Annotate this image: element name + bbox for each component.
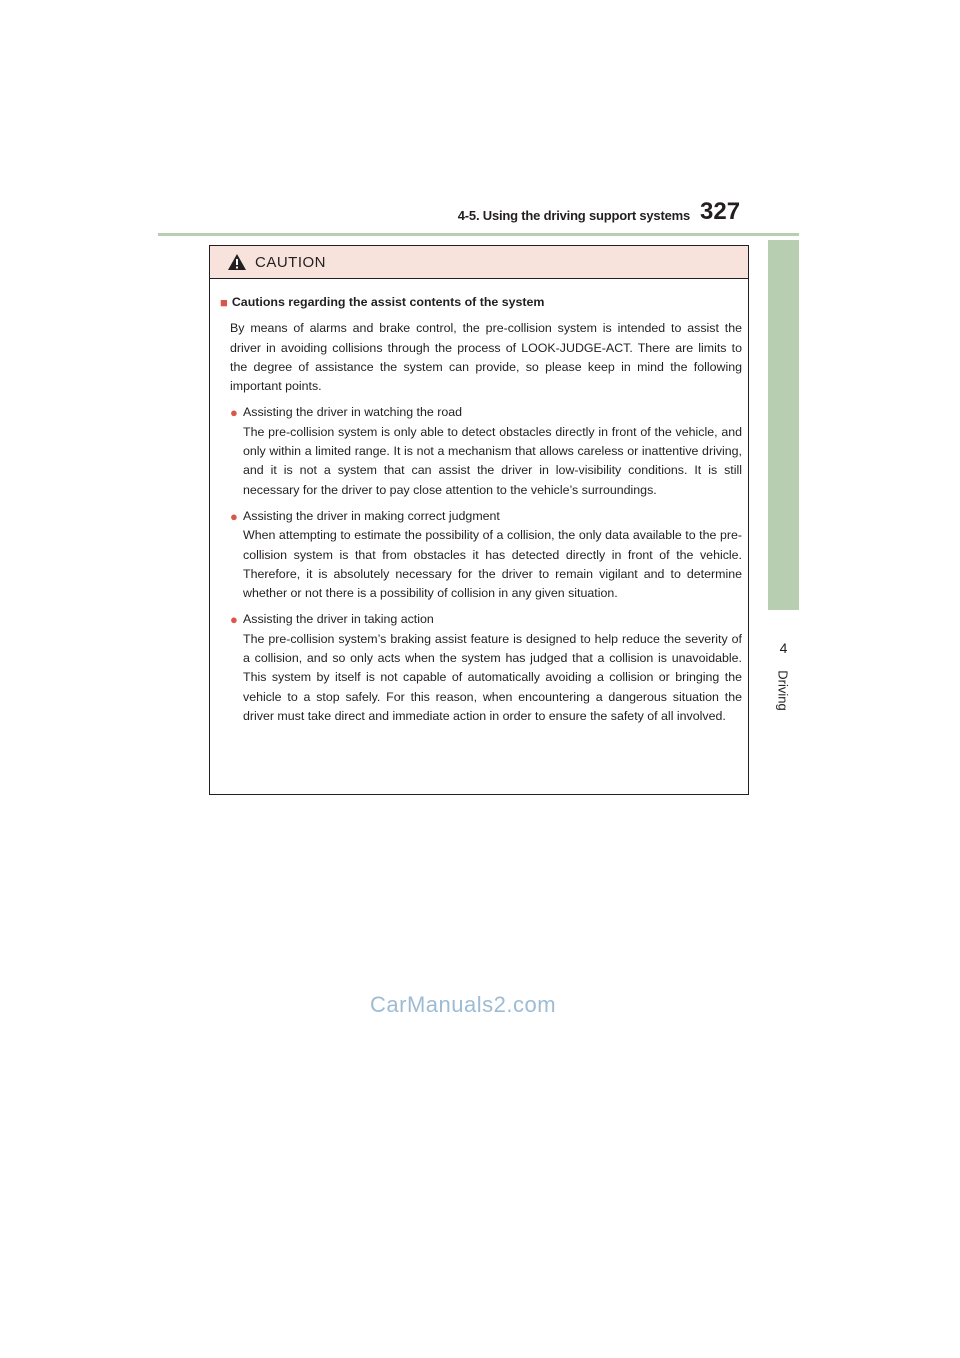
list-item-text: When attempting to estimate the possibility of a collision, the only data available to the pre-collision system is that from obstacles it has detected directly in front of the vehicle. Therefore, it is absolutely necessary for the driver to remain vigilant and to determine whether or not there is a possibility of collision in any given situation.: [243, 528, 742, 601]
bullet-dot-icon: ●: [230, 612, 238, 628]
caution-box: [209, 245, 749, 795]
caution-heading-text: Cautions regarding the assist contents of the system: [231, 295, 545, 309]
chapter-tab: [768, 240, 799, 610]
list-item-title: Assisting the driver in making correct judgment: [243, 508, 500, 523]
caution-heading: [220, 293, 742, 312]
list-item-content: [243, 610, 742, 726]
caution-body: [210, 279, 748, 726]
header-divider: [158, 233, 799, 236]
caution-title: CAUTION: [255, 253, 326, 271]
list-item-title: Assisting the driver in watching the road: [243, 405, 463, 420]
list-item: [230, 403, 742, 499]
list-item-text: The pre-collision system’s braking assist feature is designed to help reduce the severity of a collision, and so only acts when the system has judged that a collision is unavoidable. This system by itself is not capable of automatically avoiding a collision or bringing the vehicle to a stop safely. For this reason, when encountering a dangerous situation the driver must take direct and immediate action in order to ensure the safety of all involved.: [243, 631, 742, 723]
list-item-content: [243, 403, 742, 499]
bullet-dot-icon: ●: [230, 405, 238, 421]
list-item: [230, 507, 742, 603]
caution-intro: By means of alarms and brake control, the pre-collision system is intended to assist the driver in avoiding collisions through the process of LOOK-JUDGE-ACT. There are limits to the degree of assistance the system can provide, so please keep in mind the following important points.: [230, 321, 742, 394]
caution-header: [210, 246, 748, 279]
warning-triangle-icon: [227, 253, 247, 271]
list-item-title: Assisting the driver in taking action: [243, 612, 434, 627]
chapter-number: 4: [779, 640, 788, 656]
section-title: 4-5. Using the driving support systems: [457, 208, 690, 223]
list-item-text: The pre-collision system is only able to detect obstacles directly in front of the vehicle, and only within a limited range. It is not a mechanism that allows careless or inattentive driving, and it is not a system that can assist the driver in low-visibility conditions. It is still necessary for the driver to pay close attention to the vehicle’s surroundings.: [243, 424, 742, 497]
square-bullet-icon: ■: [220, 295, 228, 310]
bullet-dot-icon: ●: [230, 508, 238, 524]
chapter-label-container: [768, 655, 799, 725]
page-number: 327: [700, 198, 741, 225]
watermark: CarManuals2.com: [370, 992, 557, 1017]
list-item-content: [243, 507, 742, 603]
list-item: [230, 610, 742, 726]
chapter-label: Driving: [776, 669, 791, 711]
